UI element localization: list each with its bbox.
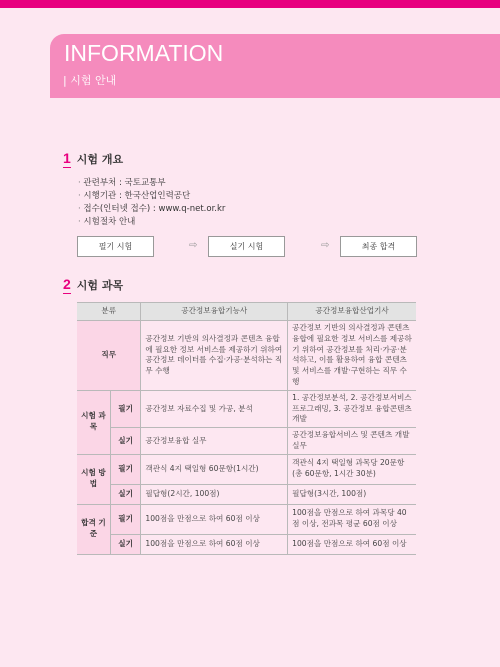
flow-step-practical: 실기 시험 bbox=[208, 236, 285, 257]
table-cell: 공간정보 기반의 의사결정과 콘텐츠 융합에 필요한 정보 서비스를 제공하기 위하여 공간정보 데이터를 수집·가공·분석하는 직무 수행 bbox=[141, 321, 288, 391]
sub-label-written: 필기 bbox=[110, 390, 141, 427]
table-cell: 100점을 만점으로 하여 과목당 40점 이상, 전과목 평균 60점 이상 bbox=[288, 504, 416, 534]
table-header-row bbox=[77, 303, 416, 321]
row-label-method: 시험 방법 bbox=[77, 454, 110, 504]
list-item: · 접수(인터넷 접수) : www.q-net.or.kr bbox=[78, 203, 225, 216]
table-row bbox=[77, 484, 416, 504]
header-subtitle: | 시험 안내 bbox=[63, 74, 117, 87]
sub-label-practical: 실기 bbox=[110, 428, 141, 455]
arrow-right-icon: ⇨ bbox=[189, 240, 198, 251]
sub-label-practical: 실기 bbox=[110, 484, 141, 504]
section1-number: 1 bbox=[63, 150, 71, 166]
arrow-right-icon: ⇨ bbox=[321, 240, 330, 251]
exam-subjects-table bbox=[77, 302, 416, 555]
flow-step-final: 최종 합격 bbox=[340, 236, 417, 257]
section2-number: 2 bbox=[63, 276, 71, 292]
row-label-subjects: 시험 과목 bbox=[77, 390, 110, 454]
table-row bbox=[77, 321, 416, 391]
list-item: · 관련부처 : 국토교통부 bbox=[78, 177, 225, 190]
section2-title: 시험 과목 bbox=[76, 279, 124, 292]
table-row bbox=[77, 390, 416, 427]
table-cell: 필답형(2시간, 100점) bbox=[141, 484, 288, 504]
table-cell: 1. 공간정보분석, 2. 공간정보서비스프로그래밍, 3. 공간정보 융합콘텐츠 개발 bbox=[288, 390, 416, 427]
header-title: INFORMATION bbox=[64, 40, 224, 66]
list-item: · 시행기관 : 한국산업인력공단 bbox=[78, 190, 225, 203]
top-accent-bar bbox=[0, 0, 500, 8]
table-cell: 공간정보융합서비스 및 콘텐츠 개발 실무 bbox=[288, 428, 416, 455]
sub-label-practical: 실기 bbox=[110, 534, 141, 554]
table-cell: 객관식 4지 택일형 과목당 20문항(총 60문항, 1시간 30분) bbox=[288, 454, 416, 484]
section2-heading bbox=[63, 276, 123, 294]
sub-label-written: 필기 bbox=[110, 454, 141, 484]
row-label-duty: 직무 bbox=[77, 321, 141, 391]
column-header: 분류 bbox=[77, 303, 141, 321]
information-header bbox=[50, 34, 500, 98]
table-cell: 공간정보 기반의 의사결정과 콘텐츠 융합에 필요한 정보 서비스를 제공하기 위하여 공간정보를 처리·가공·분석하고, 이를 활용하여 융합 콘텐츠 및 서비스를 개발·구현하는 직무 수행 bbox=[288, 321, 416, 391]
list-item: · 시험절차 안내 bbox=[78, 216, 225, 229]
section1-title: 시험 개요 bbox=[76, 153, 124, 166]
table-cell: 공간정보 자료수집 및 가공, 분석 bbox=[141, 390, 288, 427]
table-cell: 100점을 만점으로 하여 60점 이상 bbox=[141, 534, 288, 554]
table-row bbox=[77, 504, 416, 534]
table-cell: 100점을 만점으로 하여 60점 이상 bbox=[141, 504, 288, 534]
table-row bbox=[77, 534, 416, 554]
table-cell: 공간정보융합 실무 bbox=[141, 428, 288, 455]
exam-procedure-flow bbox=[77, 236, 416, 256]
row-label-criteria: 합격 기준 bbox=[77, 504, 110, 554]
section1-heading bbox=[63, 150, 123, 168]
sub-label-written: 필기 bbox=[110, 504, 141, 534]
table-cell: 필답형(3시간, 100점) bbox=[288, 484, 416, 504]
column-header: 공간정보융합산업기사 bbox=[288, 303, 416, 321]
table-row bbox=[77, 428, 416, 455]
table-row bbox=[77, 454, 416, 484]
column-header: 공간정보융합기능사 bbox=[141, 303, 288, 321]
exam-overview-list bbox=[78, 177, 225, 229]
flow-step-written: 필기 시험 bbox=[77, 236, 154, 257]
table-cell: 객관식 4지 택일형 60문항(1시간) bbox=[141, 454, 288, 484]
table-cell: 100점을 만점으로 하여 60점 이상 bbox=[288, 534, 416, 554]
